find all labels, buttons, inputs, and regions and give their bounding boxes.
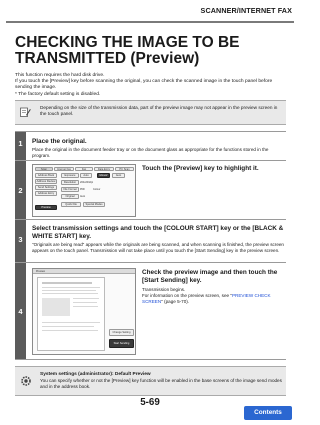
step-4-desc-1: Transmission begins. [142,287,186,292]
note-text: Depending on the size of the transmission data, part of the preview image may not appear in the preview screen in the touch panel. [40,105,278,117]
quick-file-checkbox[interactable]: Quick File [61,202,81,207]
step-3-desc: "Originals are being read" appears while the originals are being scanned, and when scanning is finished, the preview screen appears on the touch panel. Transmission will not take place until you touch the [Start Sending] key in the preview screen. [32,242,284,253]
page-number: 5-69 [140,397,160,408]
page-title: CHECKING THE IMAGE TO BE TRANSMITTED (Preview) [15,34,240,67]
colour-value: Colour [93,187,101,191]
resolution-button[interactable]: Resolution [61,180,79,185]
step-2-number: 2 [15,161,26,219]
step-1 [15,131,286,160]
file-format-value: PDF [80,187,85,191]
tab-fax[interactable]: Fax [75,167,93,171]
step-1-title: Place the original. [32,138,87,145]
note-box [15,100,286,125]
auto-button[interactable]: Auto [80,173,92,178]
step-4-title: Check the preview image and then touch the [Start Sending] key. [142,269,278,284]
header-section-title: SCANNER/INTERNET FAX [200,6,292,15]
touch-panel-screen-preview [32,164,136,217]
file-format-button[interactable]: File Format [61,187,79,192]
auto-colour-button[interactable]: Auto [112,173,125,178]
step-1-number: 1 [15,132,26,160]
preview-check-screen [32,268,136,355]
step-4-number: 4 [15,263,26,359]
intro-line-2: If you touch the [Preview] key before scanning the original, you can check the scanned image in the touch panel before sending the image. [15,79,273,91]
original-value: Auto [80,194,86,198]
step-1-desc: Place the original in the document feeder tray or on the document glass as appropriate for the functions stored in the program. [32,147,269,158]
address-review-button[interactable]: Address Review [36,180,56,183]
header-rule [6,21,294,23]
resolution-value: 200x200dpi [80,180,93,184]
mono2-button[interactable]: Mono2 [97,173,110,178]
tab-scan[interactable]: Scan [35,167,53,171]
step-2 [15,160,286,219]
contents-button[interactable]: Contents [244,406,292,420]
original-button[interactable]: Original [61,194,79,199]
address-entry-button[interactable]: Address Entry [35,191,57,196]
system-settings-text: You can specify whether or not the [Preview] key function will be enabled in the base screens of the image send modes and in the address book. [40,378,282,389]
change-setting-button[interactable]: Change Setting [109,329,134,336]
preview-screen-header: Preview [33,269,135,274]
tab-data-entry[interactable]: Data Entry [94,167,114,171]
intro-line-3: * The factory default setting is disabled. [15,91,101,97]
intro-line-1: This function requires the hard disk drive. [15,73,105,78]
preview-image-area [37,277,105,351]
note-pencil-icon [20,107,31,117]
tab-pc-scan[interactable]: PC Scan [115,167,134,171]
address-book-button[interactable]: Address Book [35,173,57,178]
send-settings-button[interactable]: Send Settings [35,185,57,190]
step-3-title: Select transmission settings and touch the [COLOUR START] key or the [BLACK & WHITE START] key. [32,225,284,240]
step-3 [15,219,286,262]
step-4-desc-2: For information on the preview screen, see "PREVIEW CHECK SCREEN" (page 5-70). [142,293,271,304]
step-2-title: Touch the [Preview] key to highlight it. [142,165,259,172]
exposure-button[interactable]: Exposure [61,173,79,178]
settings-gear-icon [20,375,32,387]
preview-check-screen-link[interactable]: PREVIEW CHECK SCREEN [142,293,271,304]
step-4 [15,262,286,360]
system-settings-note [15,366,286,396]
preview-button[interactable]: Preview [35,205,57,210]
intro-text [15,73,287,98]
start-sending-button[interactable]: Start Sending [109,339,134,348]
special-modes-button[interactable]: Special Modes [83,202,105,207]
step-3-number: 3 [15,220,26,262]
tab-internet-fax[interactable]: Internet Fax [54,167,74,171]
system-settings-title: System settings (administrator): Default Preview [40,372,151,377]
